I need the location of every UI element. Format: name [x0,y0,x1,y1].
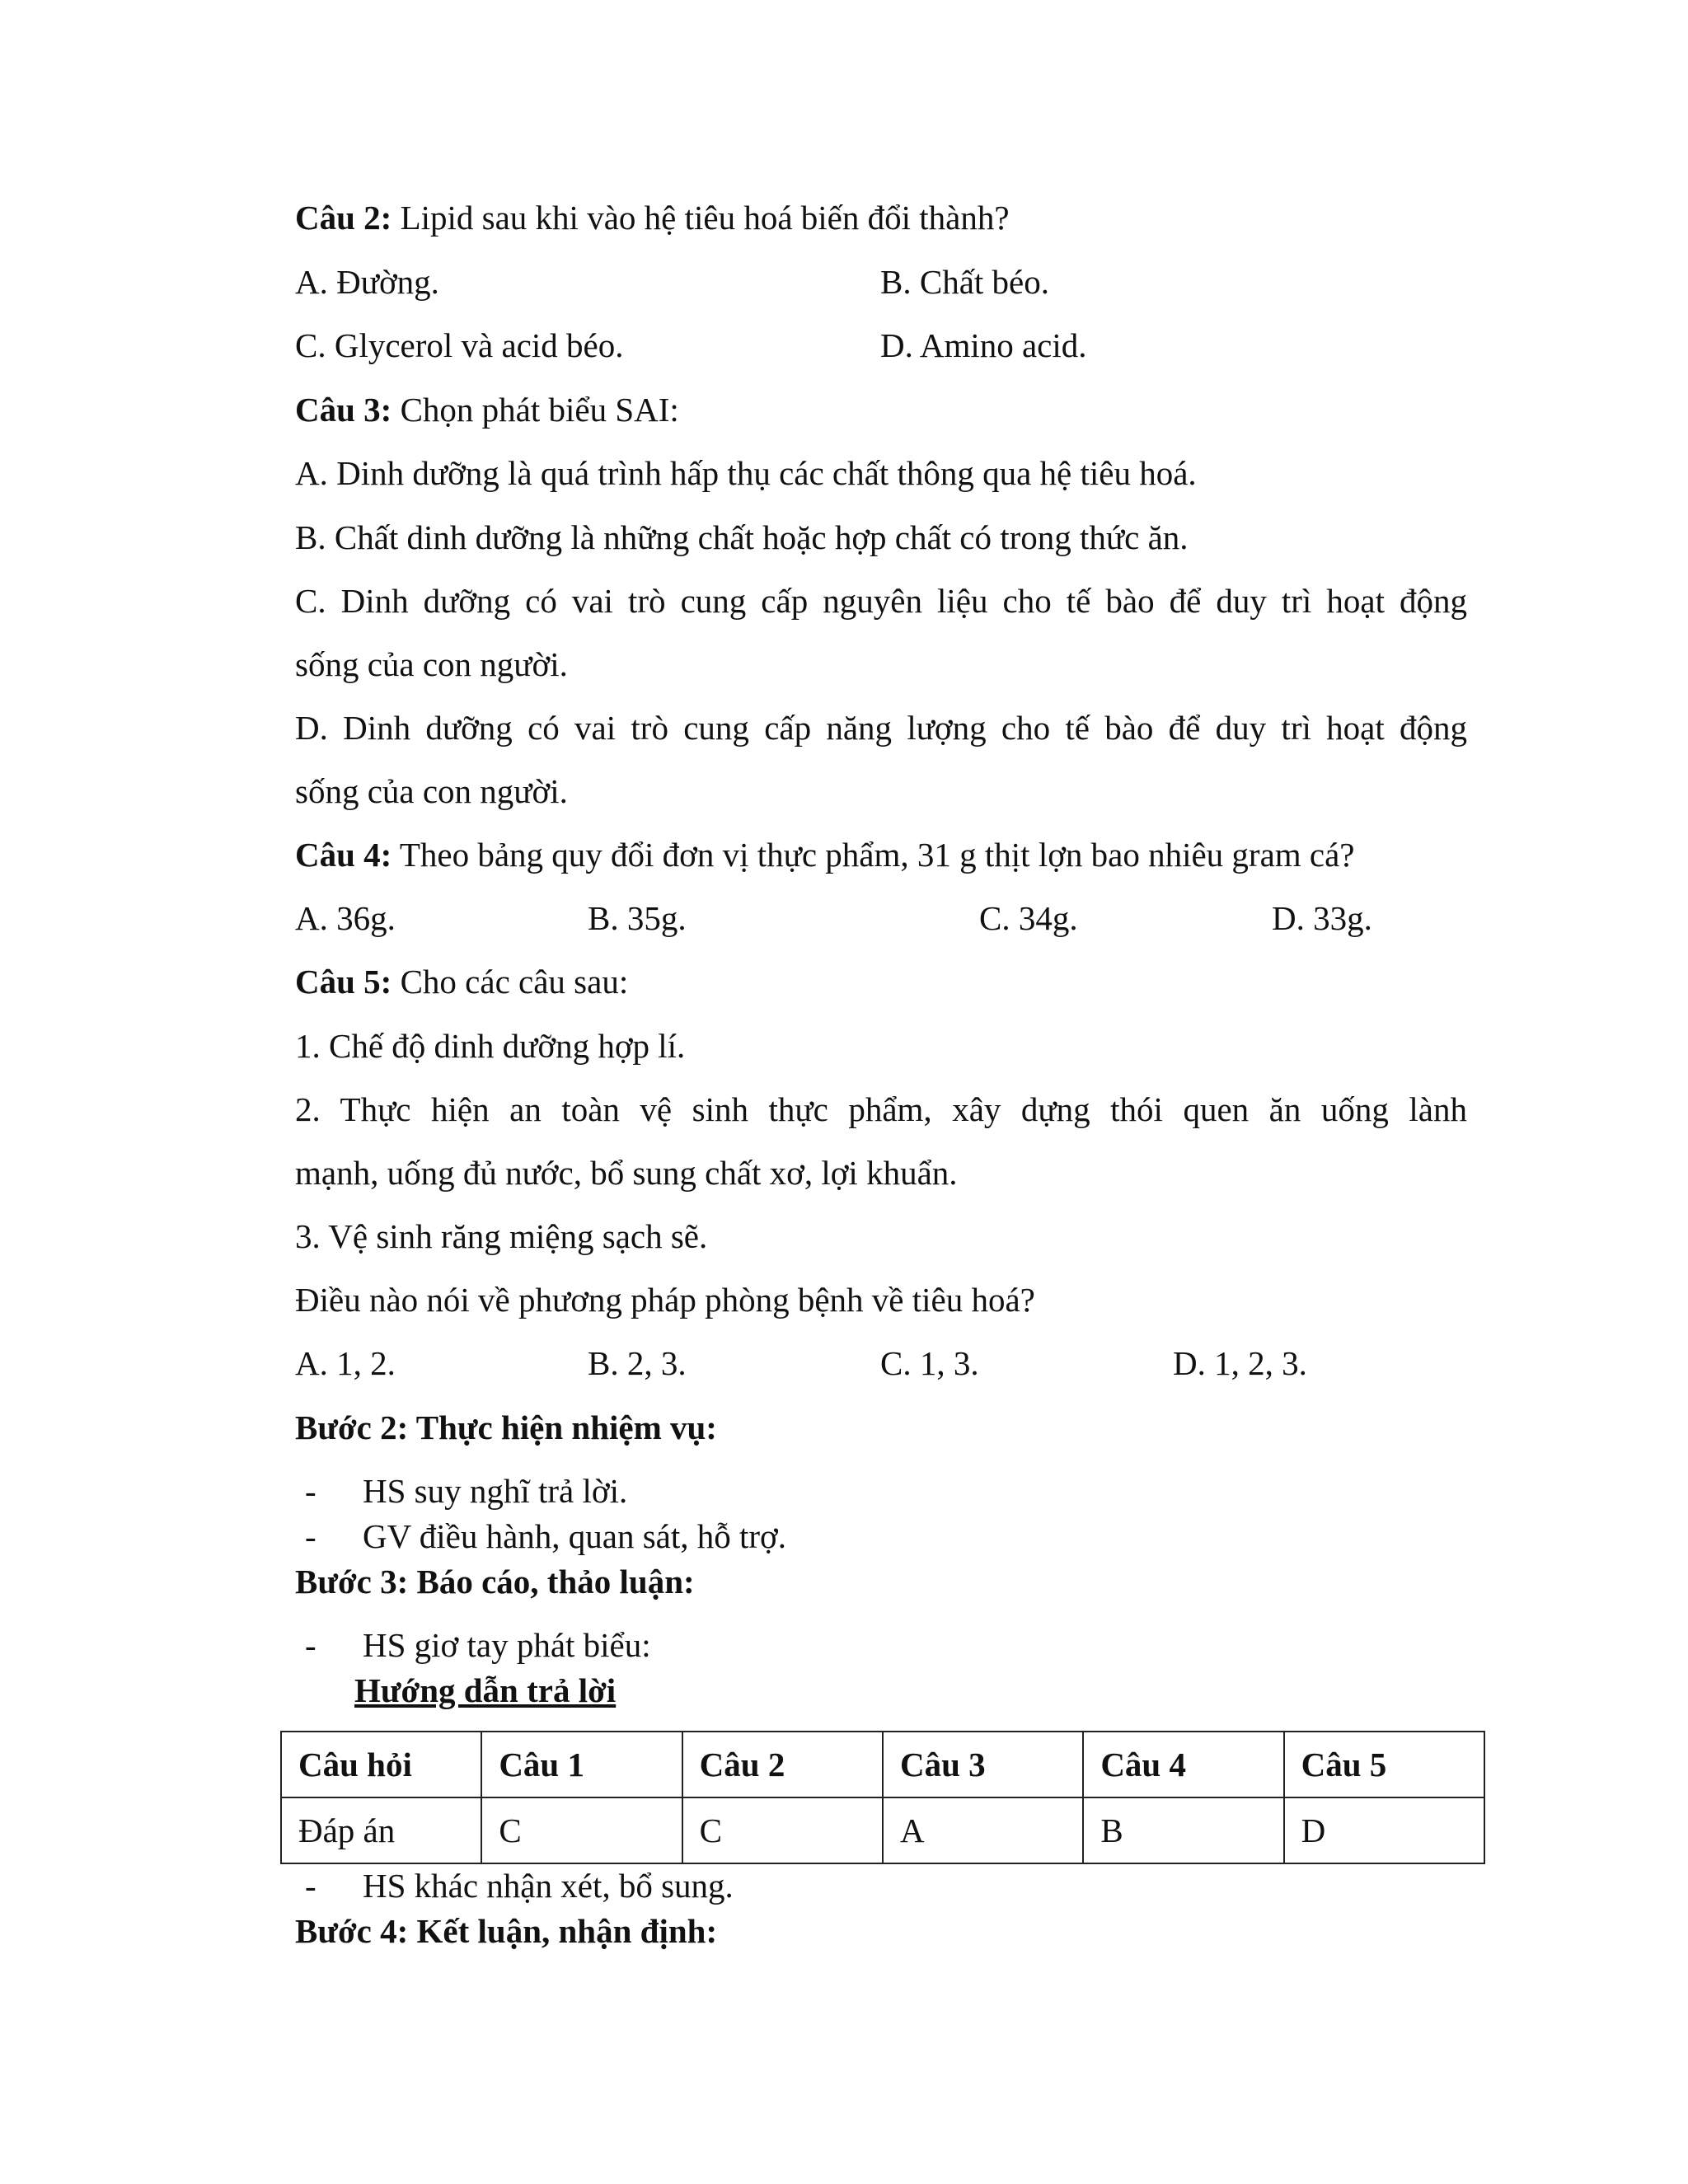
answer-table-header-row [281,1732,1484,1797]
step-2-title [295,1406,1467,1449]
q5-statement-2-line2: mạnh, uống đủ nước, bổ sung chất xơ, lợi khuẩn. [295,1154,958,1192]
answer-cell: C [682,1797,883,1863]
question-2 [295,196,1467,239]
answer-cell: D [1284,1797,1484,1863]
answer-cell: Đáp án [281,1797,481,1863]
question-2-label: Câu 2: [295,199,392,237]
bullet-dash: - [305,1472,316,1510]
q5-option-c: C. 1, 3. [880,1344,979,1382]
q5-question: Điều nào nói về phương pháp phòng bệnh về tiêu hoá? [295,1281,1035,1319]
q2-option-c: C. Glycerol và acid béo. [295,326,624,364]
question-5-text: Cho các câu sau: [392,963,629,1001]
q3-option-d-line2: sống của con người. [295,772,568,810]
bullet-dash: - [305,1626,316,1664]
q5-option-b: B. 2, 3. [588,1344,687,1382]
answer-guide-heading-text: Hướng dẫn trả lời [354,1671,617,1709]
answer-guide-heading [354,1669,616,1712]
answer-cell: A [883,1797,1083,1863]
step-2-title-text: Bước 2: Thực hiện nhiệm vụ: [295,1408,717,1446]
question-4-label: Câu 4: [295,836,392,874]
answer-cell: C [481,1797,682,1863]
bullet-text: GV điều hành, quan sát, hỗ trợ. [363,1517,786,1555]
q4-option-c: C. 34g. [979,899,1078,937]
q3-option-d-line1: D. Dinh dưỡng có vai trò cung cấp năng lượng cho tế bào để duy trì hoạt động [295,709,1467,747]
question-5 [295,960,1467,1003]
header-cell: Câu 1 [481,1732,682,1797]
question-4-text: Theo bảng quy đổi đơn vị thực phẩm, 31 g thịt lợn bao nhiêu gram cá? [392,836,1355,874]
bullet-text: HS giơ tay phát biểu: [363,1626,651,1664]
step-4-title-text: Bước 4: Kết luận, nhận định: [295,1912,718,1950]
step-3-title [295,1560,1467,1603]
question-3-text: Chọn phát biểu SAI: [392,391,679,429]
q4-option-a: A. 36g. [295,899,396,937]
bullet-dash: - [305,1867,316,1905]
step-3-title-text: Bước 3: Báo cáo, thảo luận: [295,1563,695,1601]
header-cell: Câu 5 [1284,1732,1484,1797]
q3-option-c-line1: C. Dinh dưỡng có vai trò cung cấp nguyên liệu cho tế bào để duy trì hoạt động [295,582,1467,620]
q5-statement-1: 1. Chế độ dinh dưỡng hợp lí. [295,1027,686,1065]
q3-option-c-line2: sống của con người. [295,645,568,683]
header-cell: Câu 2 [682,1732,883,1797]
question-4 [295,833,1467,876]
question-3-label: Câu 3: [295,391,392,429]
q2-option-b: B. Chất béo. [880,263,1049,301]
q5-statement-2-line1: 2. Thực hiện an toàn vệ sinh thực phẩm, xây dựng thói quen ăn uống lành [295,1090,1467,1128]
bullet-text: HS suy nghĩ trả lời. [363,1472,628,1510]
q2-option-d: D. Amino acid. [880,326,1087,364]
bullet-dash: - [305,1517,316,1555]
answer-table-row [281,1797,1484,1863]
q5-option-a: A. 1, 2. [295,1344,396,1382]
q2-option-a: A. Đường. [295,263,439,301]
q4-option-d: D. 33g. [1272,899,1372,937]
q5-statement-3: 3. Vệ sinh răng miệng sạch sẽ. [295,1217,708,1255]
answer-cell: B [1083,1797,1283,1863]
header-cell: Câu 3 [883,1732,1083,1797]
bullet-text: HS khác nhận xét, bổ sung. [363,1867,734,1905]
q5-option-d: D. 1, 2, 3. [1173,1344,1307,1382]
step-4-title [295,1910,1467,1952]
header-cell: Câu hỏi [281,1732,481,1797]
q3-option-a: A. Dinh dưỡng là quá trình hấp thụ các chất thông qua hệ tiêu hoá. [295,454,1197,492]
header-cell: Câu 4 [1083,1732,1283,1797]
question-3 [295,388,1467,431]
q4-option-b: B. 35g. [588,899,687,937]
q3-option-b: B. Chất dinh dưỡng là những chất hoặc hợp chất có trong thức ăn. [295,518,1189,556]
question-5-label: Câu 5: [295,963,392,1001]
question-2-text: Lipid sau khi vào hệ tiêu hoá biến đổi thành? [392,199,1010,237]
answer-table [280,1731,1485,1864]
